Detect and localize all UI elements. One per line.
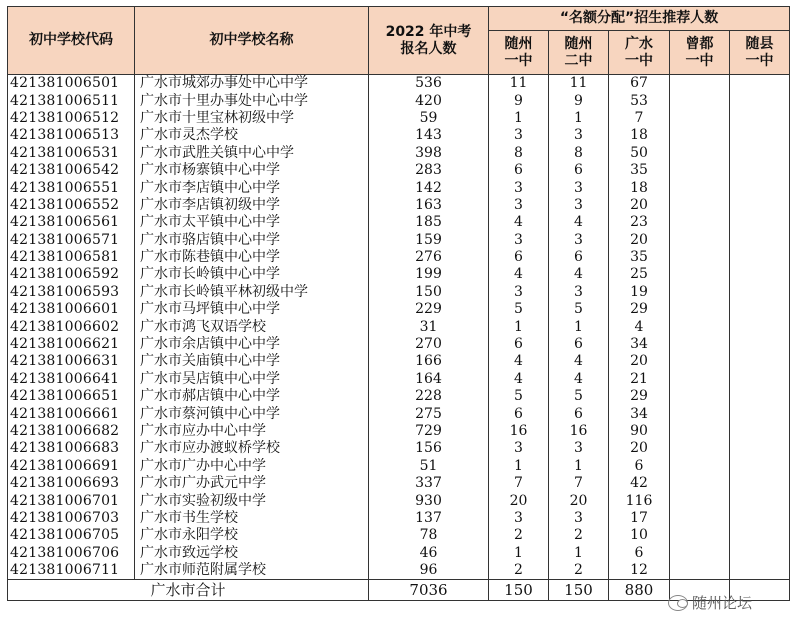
quota-guangshui-1: 29 xyxy=(609,301,670,318)
table-row xyxy=(8,284,790,301)
school-name: 广水市陈巷镇中心中学 xyxy=(135,249,369,266)
quota-suixian-1 xyxy=(730,336,790,353)
quota-guangshui-1: 7 xyxy=(609,110,670,127)
quota-suizhou-2: 3 xyxy=(549,127,609,144)
quota-suixian-1 xyxy=(730,214,790,231)
table-row xyxy=(8,510,790,527)
quota-zengdu-1 xyxy=(670,353,730,370)
quota-suizhou-2: 7 xyxy=(549,475,609,492)
school-name: 广水市骆店镇中心中学 xyxy=(135,232,369,249)
quota-suixian-1 xyxy=(730,232,790,249)
total-guangshui-1: 880 xyxy=(609,580,670,601)
total-label: 广水市合计 xyxy=(8,580,369,601)
school-code: 421381006602 xyxy=(8,318,135,335)
applicants: 31 xyxy=(369,318,489,335)
applicants: 337 xyxy=(369,475,489,492)
school-code: 421381006701 xyxy=(8,492,135,509)
school-name: 广水市杨寨镇中心中学 xyxy=(135,162,369,179)
quota-table-container xyxy=(7,6,789,629)
quota-suizhou-1: 4 xyxy=(489,371,549,388)
quota-suixian-1 xyxy=(730,162,790,179)
quota-zengdu-1 xyxy=(670,75,730,93)
table-row xyxy=(8,318,790,335)
applicants: 163 xyxy=(369,197,489,214)
quota-suixian-1 xyxy=(730,249,790,266)
quota-guangshui-1: 20 xyxy=(609,197,670,214)
quota-guangshui-1: 10 xyxy=(609,527,670,544)
table-row xyxy=(8,92,790,109)
quota-suizhou-1: 2 xyxy=(489,562,549,580)
quota-zengdu-1 xyxy=(670,214,730,231)
quota-suizhou-1: 6 xyxy=(489,336,549,353)
quota-suizhou-1: 3 xyxy=(489,232,549,249)
total-suizhou-1: 150 xyxy=(489,580,549,601)
quota-zengdu-1 xyxy=(670,266,730,283)
quota-zengdu-1 xyxy=(670,145,730,162)
quota-suizhou-1: 5 xyxy=(489,388,549,405)
quota-suizhou-1: 7 xyxy=(489,475,549,492)
quota-suizhou-1: 3 xyxy=(489,197,549,214)
quota-suizhou-2: 6 xyxy=(549,405,609,422)
quota-guangshui-1: 18 xyxy=(609,179,670,196)
applicants: 159 xyxy=(369,232,489,249)
quota-suizhou-2: 5 xyxy=(549,388,609,405)
school-name: 广水市城郊办事处中心中学 xyxy=(135,75,369,93)
table-row xyxy=(8,197,790,214)
quota-guangshui-1: 25 xyxy=(609,266,670,283)
quota-suixian-1 xyxy=(730,405,790,422)
quota-guangshui-1: 35 xyxy=(609,249,670,266)
table-row xyxy=(8,527,790,544)
quota-zengdu-1 xyxy=(670,423,730,440)
quota-suizhou-2: 4 xyxy=(549,214,609,231)
quota-suizhou-2: 3 xyxy=(549,284,609,301)
applicants: 51 xyxy=(369,458,489,475)
applicants: 185 xyxy=(369,214,489,231)
total-applicants: 7036 xyxy=(369,580,489,601)
quota-zengdu-1 xyxy=(670,388,730,405)
quota-suixian-1 xyxy=(730,318,790,335)
table-row xyxy=(8,388,790,405)
quota-zengdu-1 xyxy=(670,562,730,580)
quota-suixian-1 xyxy=(730,145,790,162)
applicants: 96 xyxy=(369,562,489,580)
quota-suizhou-1: 3 xyxy=(489,284,549,301)
table-row xyxy=(8,353,790,370)
school-code: 421381006621 xyxy=(8,336,135,353)
quota-zengdu-1 xyxy=(670,405,730,422)
applicants: 143 xyxy=(369,127,489,144)
quota-suizhou-2: 3 xyxy=(549,440,609,457)
quota-suizhou-2: 3 xyxy=(549,510,609,527)
quota-suizhou-2: 9 xyxy=(549,92,609,109)
quota-zengdu-1 xyxy=(670,197,730,214)
quota-zengdu-1 xyxy=(670,336,730,353)
quota-zengdu-1 xyxy=(670,458,730,475)
quota-suixian-1 xyxy=(730,266,790,283)
quota-suizhou-1: 8 xyxy=(489,145,549,162)
quota-suixian-1 xyxy=(730,388,790,405)
school-code: 421381006513 xyxy=(8,127,135,144)
school-name: 广水市实验初级中学 xyxy=(135,492,369,509)
school-code: 421381006691 xyxy=(8,458,135,475)
quota-suixian-1 xyxy=(730,110,790,127)
quota-guangshui-1: 35 xyxy=(609,162,670,179)
quota-guangshui-1: 20 xyxy=(609,232,670,249)
school-name: 广水市应办中心中学 xyxy=(135,423,369,440)
quota-suixian-1 xyxy=(730,127,790,144)
header-col-zengdu-1: 曾都 一中 xyxy=(670,31,730,75)
quota-zengdu-1 xyxy=(670,510,730,527)
quota-guangshui-1: 50 xyxy=(609,145,670,162)
header-applicants-line1: 2022 年中考 xyxy=(385,23,472,40)
quota-suizhou-1: 3 xyxy=(489,179,549,196)
quota-guangshui-1: 116 xyxy=(609,492,670,509)
quota-suixian-1 xyxy=(730,545,790,562)
applicants: 276 xyxy=(369,249,489,266)
school-code: 421381006693 xyxy=(8,475,135,492)
total-suizhou-2: 150 xyxy=(549,580,609,601)
quota-suizhou-2: 6 xyxy=(549,336,609,353)
quota-zengdu-1 xyxy=(670,371,730,388)
quota-zengdu-1 xyxy=(670,475,730,492)
watermark-text: 随州论坛 xyxy=(692,594,753,612)
quota-guangshui-1: 17 xyxy=(609,510,670,527)
quota-zengdu-1 xyxy=(670,110,730,127)
quota-suizhou-1: 6 xyxy=(489,249,549,266)
quota-suizhou-1: 3 xyxy=(489,440,549,457)
quota-suixian-1 xyxy=(730,284,790,301)
applicants: 283 xyxy=(369,162,489,179)
school-code: 421381006641 xyxy=(8,371,135,388)
table-row xyxy=(8,545,790,562)
quota-suizhou-2: 4 xyxy=(549,353,609,370)
quota-suizhou-2: 20 xyxy=(549,492,609,509)
quota-zengdu-1 xyxy=(670,92,730,109)
school-code: 421381006571 xyxy=(8,232,135,249)
school-code: 421381006542 xyxy=(8,162,135,179)
quota-suizhou-2: 1 xyxy=(549,458,609,475)
quota-suixian-1 xyxy=(730,510,790,527)
quota-suizhou-1: 9 xyxy=(489,92,549,109)
school-code: 421381006581 xyxy=(8,249,135,266)
school-code: 421381006511 xyxy=(8,92,135,109)
table-row xyxy=(8,562,790,580)
school-name: 广水市马坪镇中心中学 xyxy=(135,301,369,318)
school-name: 广水市永阳学校 xyxy=(135,527,369,544)
school-name: 广水市太平镇中心中学 xyxy=(135,214,369,231)
school-name: 广水市武胜关镇中心中学 xyxy=(135,145,369,162)
quota-suizhou-2: 2 xyxy=(549,562,609,580)
quota-suizhou-2: 8 xyxy=(549,145,609,162)
table-row xyxy=(8,440,790,457)
table-row xyxy=(8,232,790,249)
school-code: 421381006661 xyxy=(8,405,135,422)
table-row xyxy=(8,127,790,144)
school-name: 广水市十里宝林初级中学 xyxy=(135,110,369,127)
applicants: 930 xyxy=(369,492,489,509)
quota-suixian-1 xyxy=(730,527,790,544)
quota-guangshui-1: 29 xyxy=(609,388,670,405)
quota-suizhou-2: 3 xyxy=(549,179,609,196)
applicants: 137 xyxy=(369,510,489,527)
school-code: 421381006705 xyxy=(8,527,135,544)
quota-guangshui-1: 34 xyxy=(609,405,670,422)
quota-suizhou-1: 1 xyxy=(489,545,549,562)
school-code: 421381006501 xyxy=(8,75,135,93)
quota-suizhou-1: 20 xyxy=(489,492,549,509)
wechat-icon xyxy=(668,595,688,611)
table-row xyxy=(8,301,790,318)
school-code: 421381006711 xyxy=(8,562,135,580)
quota-suizhou-2: 5 xyxy=(549,301,609,318)
applicants: 275 xyxy=(369,405,489,422)
quota-zengdu-1 xyxy=(670,492,730,509)
school-code: 421381006592 xyxy=(8,266,135,283)
watermark xyxy=(668,592,752,613)
header-col-suixian-1: 随县 一中 xyxy=(730,31,790,75)
quota-zengdu-1 xyxy=(670,318,730,335)
school-name: 广水市李店镇初级中学 xyxy=(135,197,369,214)
quota-suizhou-1: 1 xyxy=(489,110,549,127)
applicants: 420 xyxy=(369,92,489,109)
table-row xyxy=(8,145,790,162)
applicants: 536 xyxy=(369,75,489,93)
applicants: 166 xyxy=(369,353,489,370)
applicants: 150 xyxy=(369,284,489,301)
quota-suizhou-2: 6 xyxy=(549,162,609,179)
quota-suizhou-1: 5 xyxy=(489,301,549,318)
quota-suizhou-2: 1 xyxy=(549,545,609,562)
quota-suizhou-1: 1 xyxy=(489,458,549,475)
school-name: 广水市广办中心中学 xyxy=(135,458,369,475)
school-name: 广水市长岭镇中心中学 xyxy=(135,266,369,283)
school-name: 广水市郝店镇中心中学 xyxy=(135,388,369,405)
quota-zengdu-1 xyxy=(670,527,730,544)
applicants: 78 xyxy=(369,527,489,544)
quota-guangshui-1: 90 xyxy=(609,423,670,440)
school-code: 421381006551 xyxy=(8,179,135,196)
table-row xyxy=(8,75,790,93)
quota-suizhou-1: 1 xyxy=(489,318,549,335)
school-name: 广水市广办武元中学 xyxy=(135,475,369,492)
quota-zengdu-1 xyxy=(670,162,730,179)
quota-suizhou-2: 1 xyxy=(549,110,609,127)
table-row xyxy=(8,266,790,283)
applicants: 46 xyxy=(369,545,489,562)
quota-zengdu-1 xyxy=(670,232,730,249)
table-row xyxy=(8,214,790,231)
school-name: 广水市长岭镇平林初级中学 xyxy=(135,284,369,301)
applicants: 229 xyxy=(369,301,489,318)
school-code: 421381006601 xyxy=(8,301,135,318)
quota-guangshui-1: 34 xyxy=(609,336,670,353)
table-row xyxy=(8,492,790,509)
header-applicants-line2: 报名人数 xyxy=(400,40,457,57)
quota-guangshui-1: 4 xyxy=(609,318,670,335)
table-row xyxy=(8,110,790,127)
quota-guangshui-1: 20 xyxy=(609,440,670,457)
applicants: 398 xyxy=(369,145,489,162)
school-name: 广水市灵杰学校 xyxy=(135,127,369,144)
school-name: 广水市十里办事处中心中学 xyxy=(135,92,369,109)
applicants: 729 xyxy=(369,423,489,440)
quota-zengdu-1 xyxy=(670,249,730,266)
quota-suizhou-1: 11 xyxy=(489,75,549,93)
quota-guangshui-1: 53 xyxy=(609,92,670,109)
quota-suizhou-2: 11 xyxy=(549,75,609,93)
quota-suizhou-2: 4 xyxy=(549,266,609,283)
quota-suixian-1 xyxy=(730,475,790,492)
quota-suixian-1 xyxy=(730,562,790,580)
applicants: 228 xyxy=(369,388,489,405)
quota-guangshui-1: 12 xyxy=(609,562,670,580)
table-row xyxy=(8,423,790,440)
quota-suizhou-1: 4 xyxy=(489,353,549,370)
school-name: 广水市鸿飞双语学校 xyxy=(135,318,369,335)
header-school-name: 初中学校名称 xyxy=(135,7,369,75)
table-row xyxy=(8,336,790,353)
quota-suizhou-1: 3 xyxy=(489,127,549,144)
quota-guangshui-1: 20 xyxy=(609,353,670,370)
quota-zengdu-1 xyxy=(670,440,730,457)
applicants: 142 xyxy=(369,179,489,196)
applicants: 270 xyxy=(369,336,489,353)
quota-suizhou-2: 3 xyxy=(549,197,609,214)
applicants: 156 xyxy=(369,440,489,457)
quota-suizhou-1: 6 xyxy=(489,162,549,179)
quota-zengdu-1 xyxy=(670,127,730,144)
quota-suizhou-1: 16 xyxy=(489,423,549,440)
quota-guangshui-1: 21 xyxy=(609,371,670,388)
applicants: 59 xyxy=(369,110,489,127)
school-code: 421381006631 xyxy=(8,353,135,370)
quota-suizhou-1: 4 xyxy=(489,214,549,231)
school-name: 广水市李店镇中心中学 xyxy=(135,179,369,196)
quota-suizhou-2: 16 xyxy=(549,423,609,440)
quota-suizhou-1: 3 xyxy=(489,510,549,527)
header-school-code: 初中学校代码 xyxy=(8,7,135,75)
table-row xyxy=(8,458,790,475)
quota-guangshui-1: 42 xyxy=(609,475,670,492)
school-name: 广水市书生学校 xyxy=(135,510,369,527)
quota-suizhou-2: 6 xyxy=(549,249,609,266)
table-row xyxy=(8,162,790,179)
quota-suizhou-2: 2 xyxy=(549,527,609,544)
quota-suixian-1 xyxy=(730,179,790,196)
quota-suizhou-1: 4 xyxy=(489,266,549,283)
quota-guangshui-1: 23 xyxy=(609,214,670,231)
school-code: 421381006651 xyxy=(8,388,135,405)
school-code: 421381006531 xyxy=(8,145,135,162)
header-col-guangshui-1: 广水 一中 xyxy=(609,31,670,75)
school-code: 421381006593 xyxy=(8,284,135,301)
header-quota-group: “名额分配”招生推荐人数 xyxy=(489,7,790,31)
quota-guangshui-1: 19 xyxy=(609,284,670,301)
school-code: 421381006706 xyxy=(8,545,135,562)
quota-suixian-1 xyxy=(730,197,790,214)
quota-suixian-1 xyxy=(730,301,790,318)
quota-suixian-1 xyxy=(730,371,790,388)
quota-zengdu-1 xyxy=(670,545,730,562)
quota-suixian-1 xyxy=(730,353,790,370)
quota-suixian-1 xyxy=(730,92,790,109)
header-col-suizhou-2: 随州 二中 xyxy=(549,31,609,75)
school-code: 421381006512 xyxy=(8,110,135,127)
table-row xyxy=(8,371,790,388)
quota-suixian-1 xyxy=(730,440,790,457)
school-name: 广水市致远学校 xyxy=(135,545,369,562)
school-code: 421381006683 xyxy=(8,440,135,457)
school-name: 广水市应办渡蚁桥学校 xyxy=(135,440,369,457)
table-row xyxy=(8,475,790,492)
quota-suizhou-1: 2 xyxy=(489,527,549,544)
school-name: 广水市蔡河镇中心中学 xyxy=(135,405,369,422)
quota-suixian-1 xyxy=(730,75,790,93)
school-code: 421381006703 xyxy=(8,510,135,527)
header-col-suizhou-1: 随州 一中 xyxy=(489,31,549,75)
header-applicants xyxy=(369,7,489,75)
table-row xyxy=(8,249,790,266)
quota-suizhou-1: 6 xyxy=(489,405,549,422)
quota-zengdu-1 xyxy=(670,284,730,301)
quota-guangshui-1: 18 xyxy=(609,127,670,144)
quota-guangshui-1: 6 xyxy=(609,458,670,475)
table-row xyxy=(8,179,790,196)
quota-table xyxy=(7,6,790,601)
school-code: 421381006552 xyxy=(8,197,135,214)
school-name: 广水市师范附属学校 xyxy=(135,562,369,580)
quota-guangshui-1: 6 xyxy=(609,545,670,562)
quota-suixian-1 xyxy=(730,492,790,509)
quota-suizhou-2: 4 xyxy=(549,371,609,388)
applicants: 164 xyxy=(369,371,489,388)
school-name: 广水市吴店镇中心中学 xyxy=(135,371,369,388)
school-code: 421381006561 xyxy=(8,214,135,231)
quota-suizhou-2: 3 xyxy=(549,232,609,249)
quota-suixian-1 xyxy=(730,458,790,475)
quota-suizhou-2: 1 xyxy=(549,318,609,335)
school-code: 421381006682 xyxy=(8,423,135,440)
table-row xyxy=(8,405,790,422)
applicants: 199 xyxy=(369,266,489,283)
quota-zengdu-1 xyxy=(670,179,730,196)
school-name: 广水市余店镇中心中学 xyxy=(135,336,369,353)
quota-suixian-1 xyxy=(730,423,790,440)
school-name: 广水市关庙镇中心中学 xyxy=(135,353,369,370)
quota-guangshui-1: 67 xyxy=(609,75,670,93)
quota-zengdu-1 xyxy=(670,301,730,318)
